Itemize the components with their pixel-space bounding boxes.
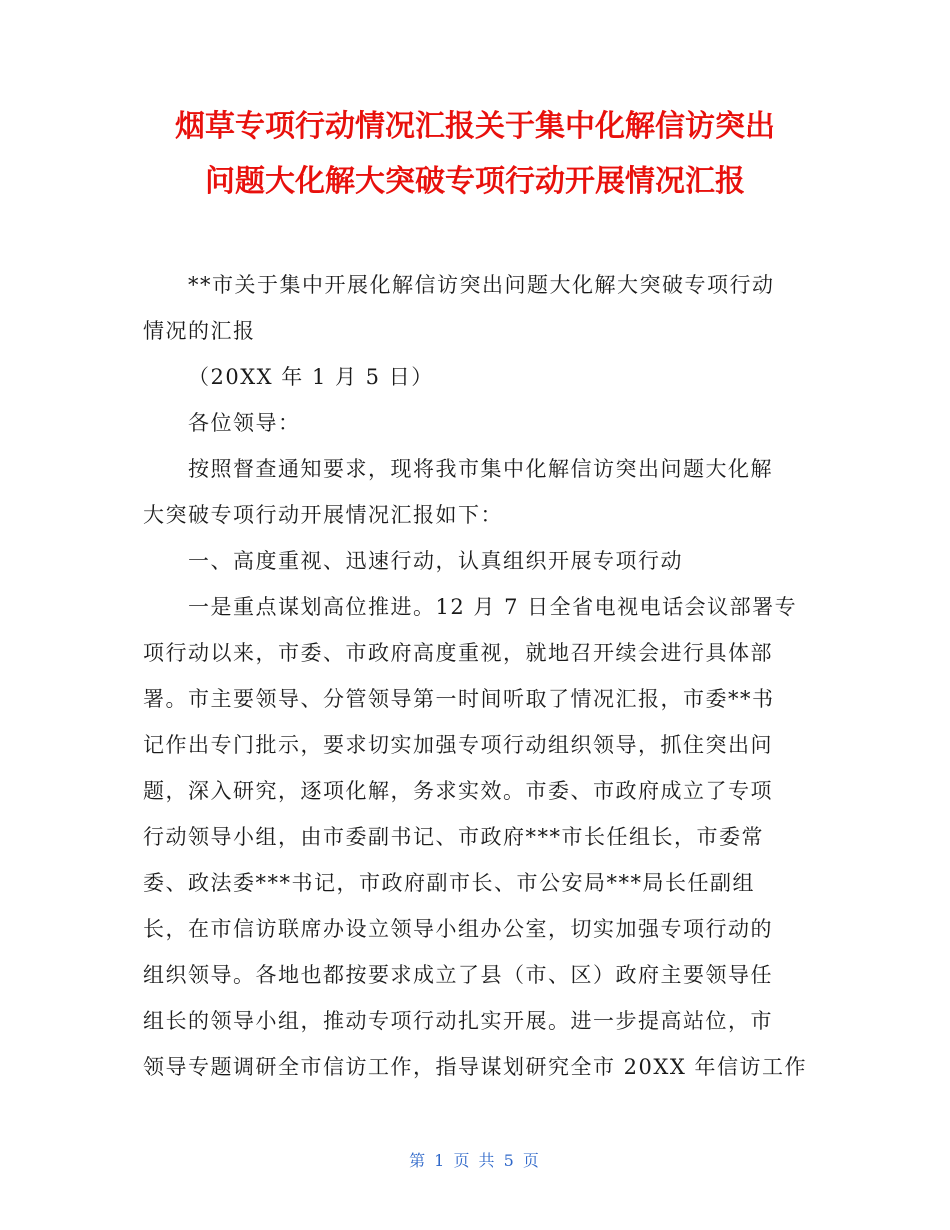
paragraph-line: 委、政法委***书记，市政府副市长、市公安局***局长任副组 [143, 871, 755, 895]
paragraph-line: 组长的领导小组，推动专项行动扎实开展。进一步提高站位，市 [143, 1009, 773, 1033]
section-heading: 一、高度重视、迅速行动，认真组织开展专项行动 [188, 549, 683, 573]
document-body [143, 262, 813, 1090]
paragraph-line: 项行动以来，市委、市政府高度重视，就地召开续会进行具体部 [143, 641, 773, 665]
document-title-line-2: 问题大化解大突破专项行动开展情况汇报 [205, 164, 745, 199]
report-date: （20XX 年 1 月 5 日） [188, 365, 434, 389]
paragraph-line: 行动领导小组，由市委副书记、市政府***市长任组长，市委常 [143, 825, 764, 849]
paragraph-line: 一是重点谋划高位推进。12 月 7 日全省电视电话会议部署专 [188, 595, 798, 619]
paragraph-line: 署。市主要领导、分管领导第一时间听取了情况汇报，市委**书 [143, 687, 775, 711]
report-heading-line: **市关于集中开展化解信访突出问题大化解大突破专项行动 [188, 273, 775, 297]
paragraph-line: 领导专题调研全市信访工作，指导谋划研究全市 20XX 年信访工作 [143, 1055, 807, 1079]
paragraph-line: 记作出专门批示，要求切实加强专项行动组织领导，抓住突出问 [143, 733, 773, 757]
salutation: 各位领导： [188, 411, 301, 435]
paragraph-line: 组织领导。各地也都按要求成立了县（市、区）政府主要领导任 [143, 963, 773, 987]
paragraph-line: 大突破专项行动开展情况汇报如下： [143, 503, 503, 527]
paragraph-line: 题，深入研究，逐项化解，务求实效。市委、市政府成立了专项 [143, 779, 773, 803]
paragraph-line: 按照督查通知要求，现将我市集中化解信访突出问题大化解 [188, 457, 773, 481]
page-number-footer: 第 1 页 共 5 页 [409, 1151, 541, 1170]
paragraph-line: 长，在市信访联席办设立领导小组办公室，切实加强专项行动的 [143, 917, 773, 941]
report-heading-line: 情况的汇报 [143, 319, 256, 343]
document-title-line-1: 烟草专项行动情况汇报关于集中化解信访突出 [175, 109, 775, 144]
